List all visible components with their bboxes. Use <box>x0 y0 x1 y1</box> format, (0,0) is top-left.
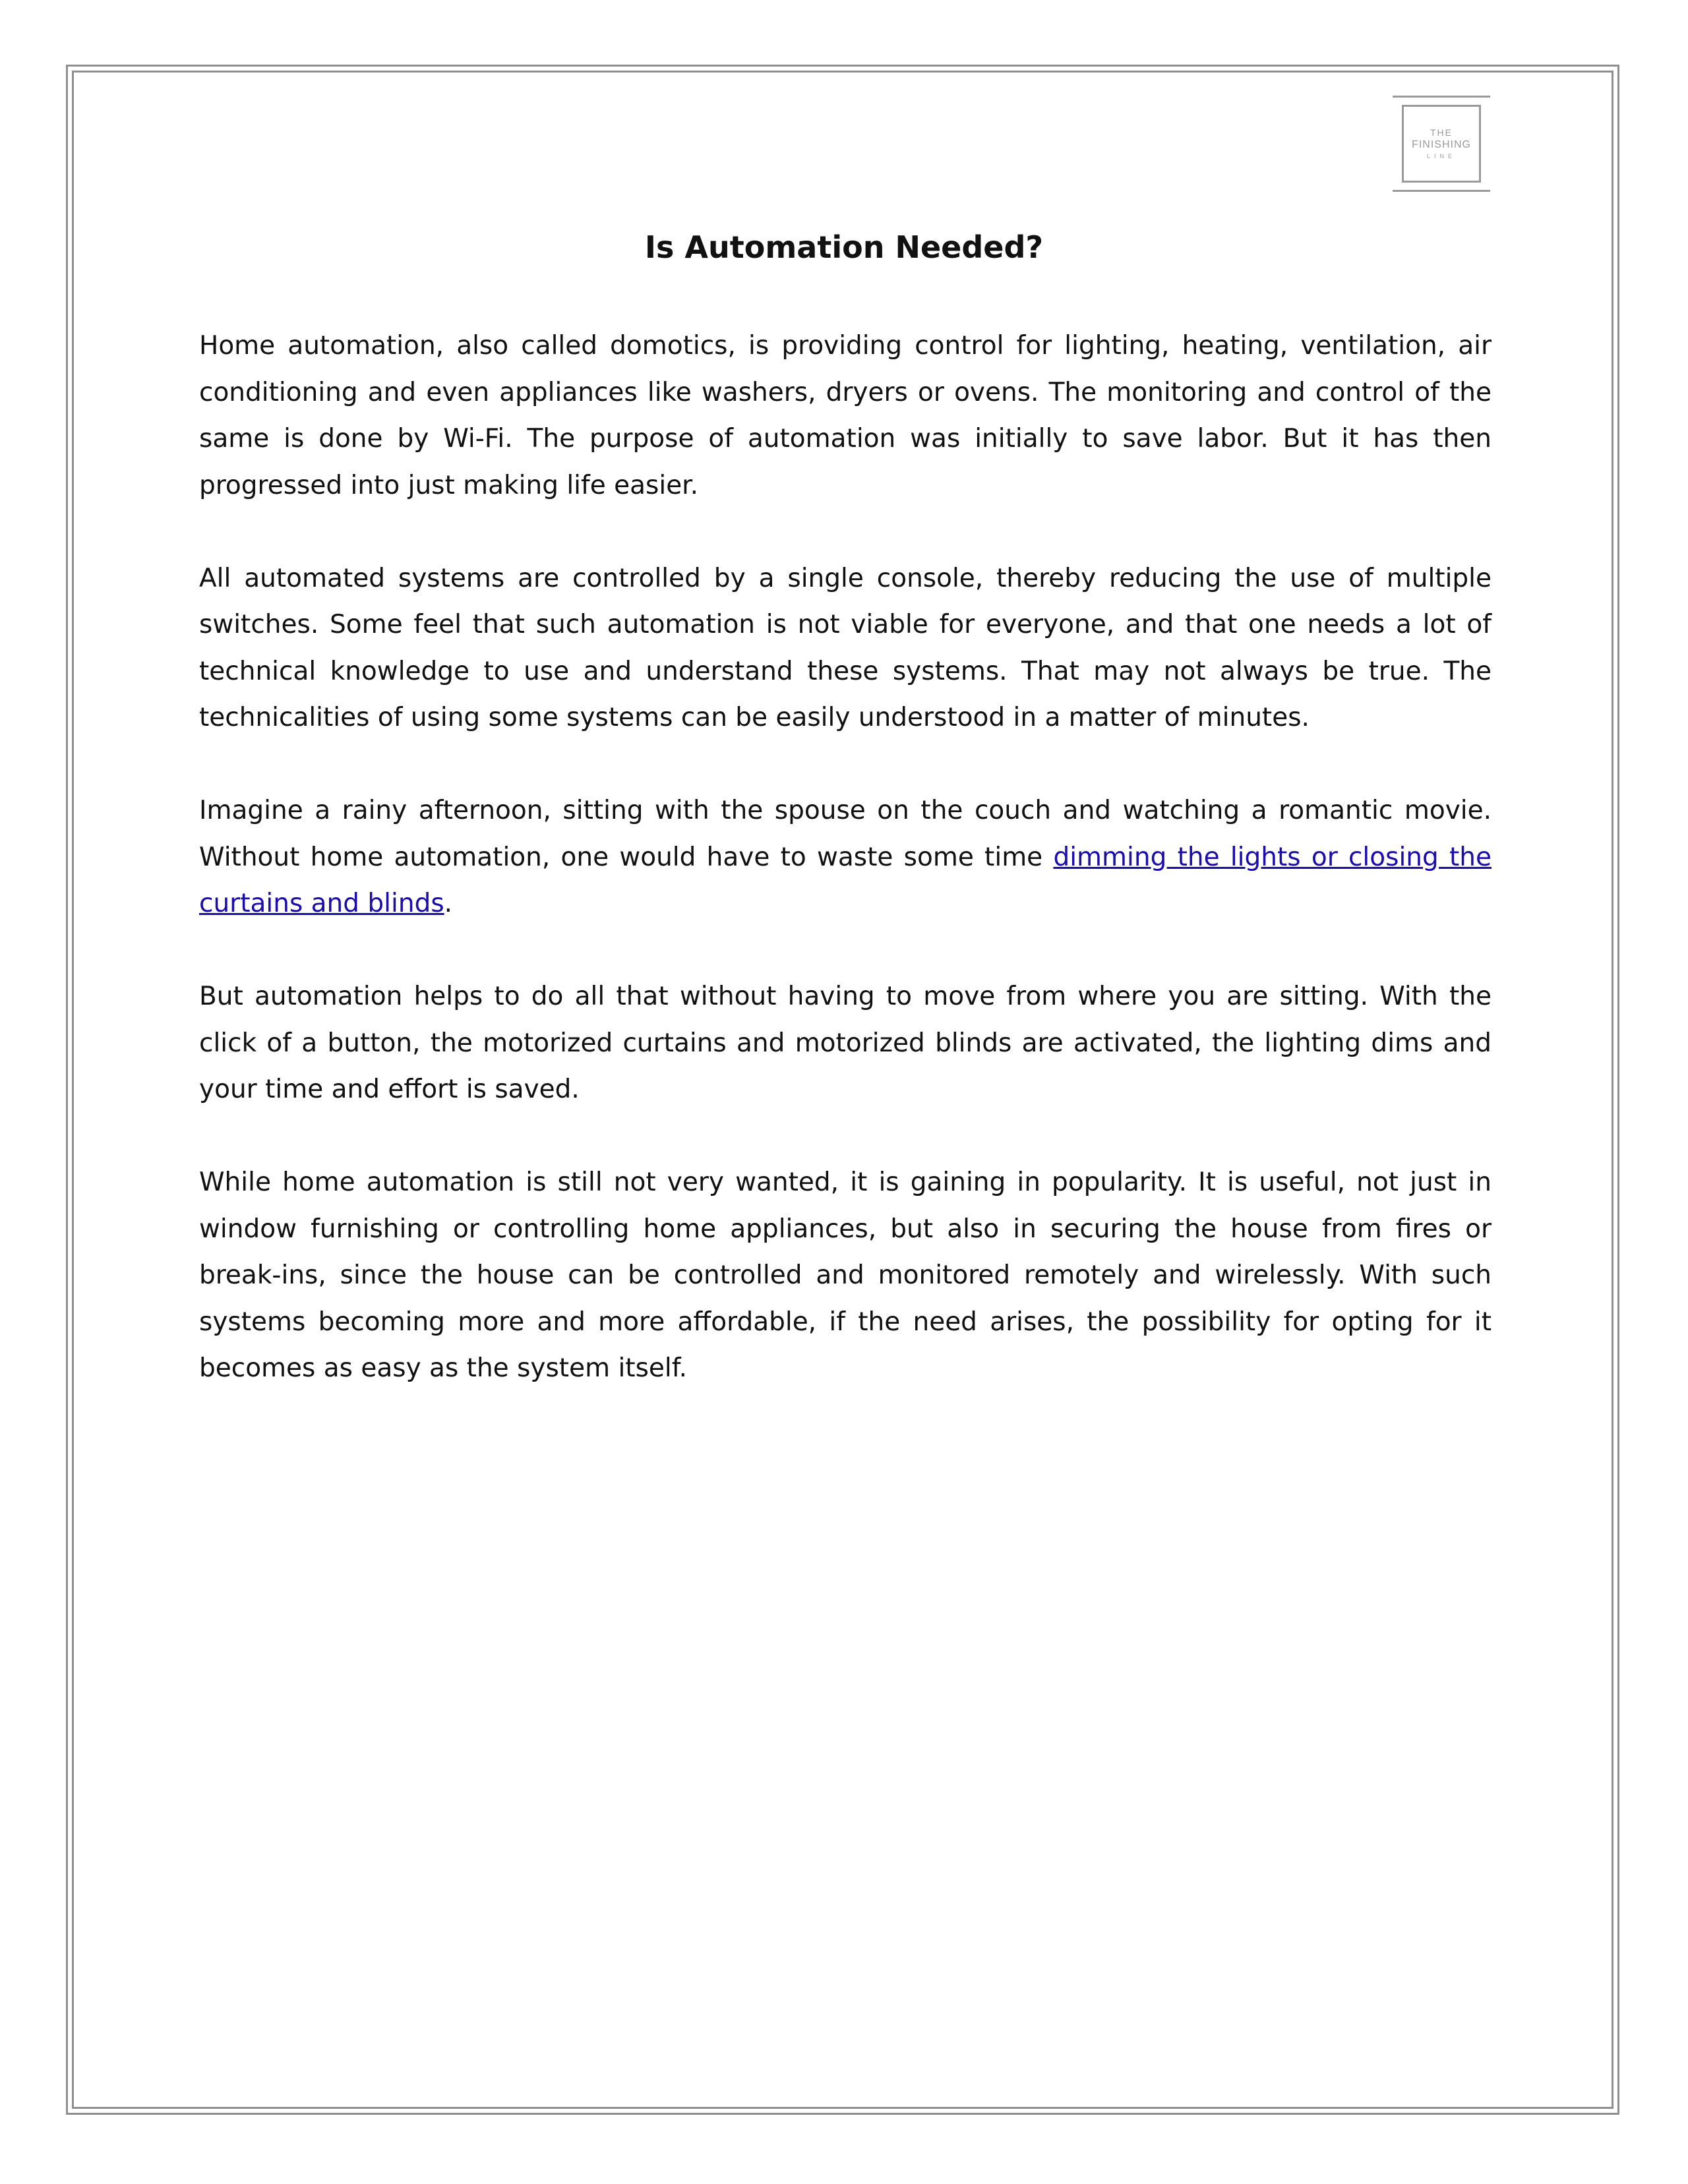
dimming-lights-link[interactable]: dimming the lights or closing the curtains and blinds <box>199 842 1492 918</box>
paragraph-2: All automated systems are controlled by a single console, thereby reducing the use of multiple switches. Some feel that such automation is not viable for everyone, and that one needs a lot of technical knowledge to use and understand these systems. That may not always be true. The technicalities of using some systems can be easily understood in a matter of minutes. <box>199 563 1492 732</box>
document-body <box>199 323 1492 1438</box>
paragraph-4: But automation helps to do all that without having to move from where you are sitting. With the click of a button, the motorized curtains and motorized blinds are activated, the lighting dims and your time and effort is saved. <box>199 982 1492 1104</box>
logo-box <box>1402 105 1481 183</box>
paragraph-3 <box>199 788 1492 928</box>
paragraph-1: Home automation, also called domotics, is providing control for lighting, heating, ventilation, air conditioning and even appliances like washers, dryers or ovens. The monitoring and control of the same is done by Wi-Fi. The purpose of automation was initially to save labor. But it has then progressed into just making life easier. <box>199 331 1492 500</box>
finishing-line-logo <box>1393 96 1490 193</box>
logo-text-line-2: FINISHING <box>1412 139 1471 150</box>
logo-text-line-1: THE <box>1430 127 1453 138</box>
paragraph-5: While home automation is still not very wanted, it is gaining in popularity. It is useful, not just in window furnishing or controlling home appliances, but also in securing the house from fires or break-ins, since the house can be controlled and monitored remotely and wirelessly. With such systems becoming more and more affordable, if the need arises, the possibility for opting for it becomes as easy as the system itself. <box>199 1167 1492 1383</box>
logo-top-rule <box>1393 96 1490 98</box>
document-title: Is Automation Needed? <box>644 229 1044 265</box>
paragraph-3-end: . <box>444 889 453 918</box>
logo-text-line-3: LINE <box>1426 153 1456 160</box>
paragraph-3-text: Imagine a rainy afternoon, sitting with the spouse on the couch and watching a romantic movie. Without home automation, one would have to waste some time <box>199 796 1492 872</box>
logo-bottom-rule <box>1393 190 1490 192</box>
